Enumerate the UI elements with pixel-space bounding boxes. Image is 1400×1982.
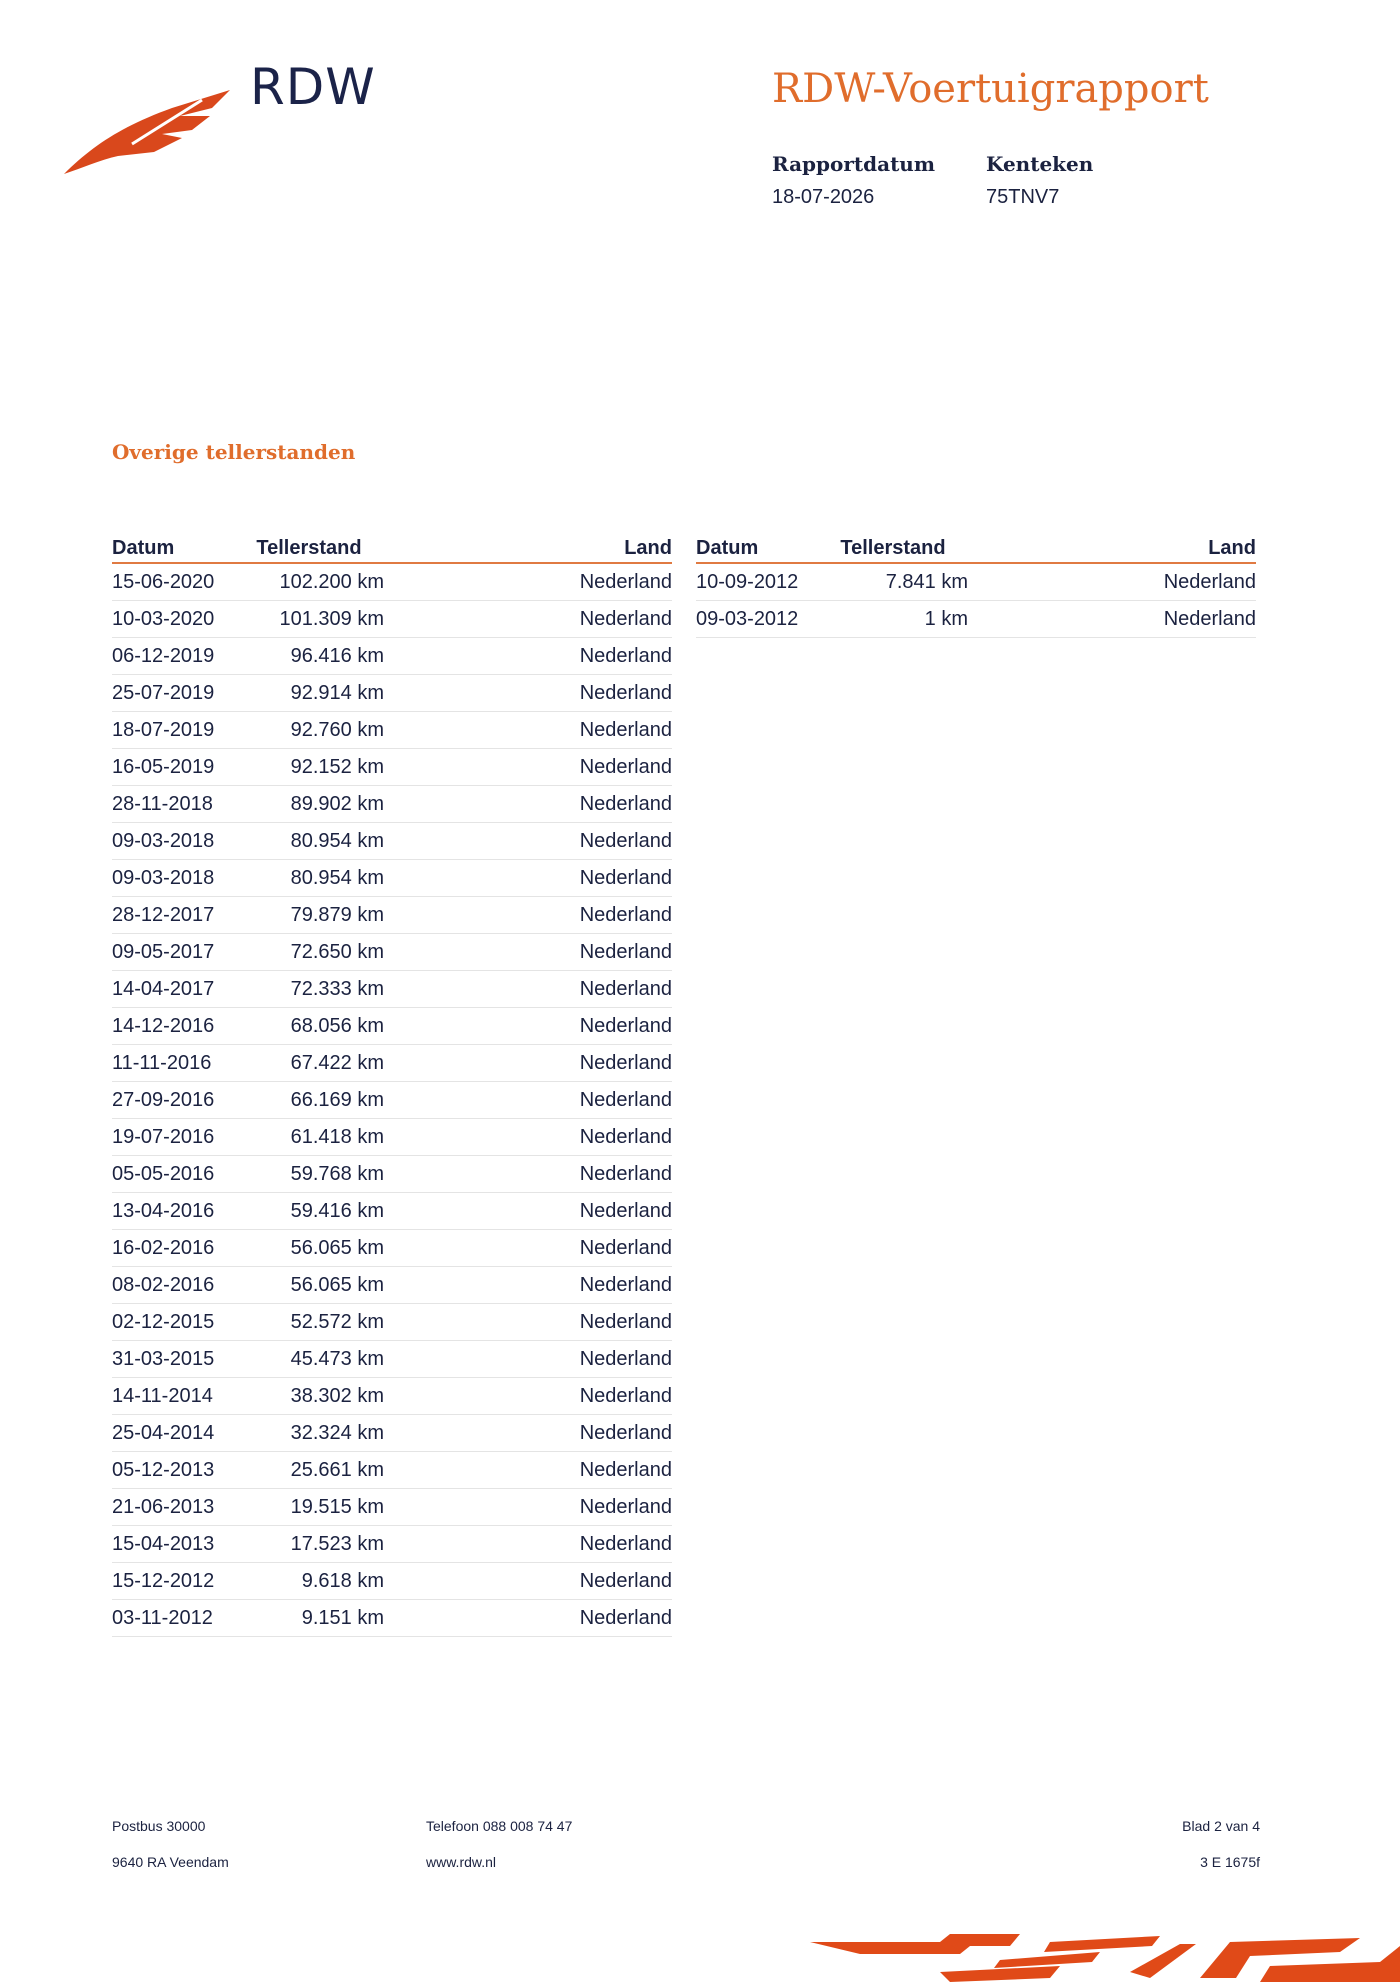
cell-datum: 13-04-2016	[112, 1199, 215, 1222]
cell-tellerstand: 7.841 km	[885, 570, 968, 593]
table-row	[112, 1193, 672, 1230]
cell-land: Nederland	[579, 1384, 672, 1407]
table-row	[112, 971, 672, 1008]
cell-tellerstand: 61.418 km	[290, 1125, 384, 1148]
cell-land: Nederland	[579, 940, 672, 963]
footer-address-1: Postbus 30000	[112, 1818, 206, 1834]
cell-tellerstand: 32.324 km	[290, 1421, 384, 1444]
header-datum: Datum	[112, 537, 175, 559]
footer-code: 3 E 1675f	[1200, 1854, 1260, 1870]
cell-land: Nederland	[579, 1532, 672, 1555]
cell-land: Nederland	[579, 1458, 672, 1481]
cell-land: Nederland	[1163, 570, 1256, 593]
cell-tellerstand: 52.572 km	[290, 1310, 384, 1333]
cell-datum: 21-06-2013	[112, 1495, 215, 1518]
cell-datum: 15-04-2013	[112, 1532, 215, 1555]
report-date-label: Rapportdatum	[772, 152, 936, 176]
cell-tellerstand: 92.760 km	[290, 718, 384, 741]
cell-tellerstand: 19.515 km	[290, 1495, 384, 1518]
table-header	[696, 530, 1256, 564]
cell-datum: 27-09-2016	[112, 1088, 215, 1111]
table-row	[112, 1526, 672, 1563]
cell-datum: 09-03-2018	[112, 866, 215, 889]
table-row	[112, 1452, 672, 1489]
table-row	[112, 749, 672, 786]
cell-land: Nederland	[579, 1310, 672, 1333]
cell-land: Nederland	[579, 1014, 672, 1037]
table-row	[112, 897, 672, 934]
cell-datum: 15-12-2012	[112, 1569, 215, 1592]
cell-datum: 28-11-2018	[112, 792, 213, 815]
table-row	[112, 823, 672, 860]
cell-datum: 14-04-2017	[112, 977, 215, 1000]
cell-tellerstand: 79.879 km	[290, 903, 384, 926]
brand-name: RDW	[250, 58, 376, 116]
decorative-stripes	[800, 1922, 1400, 1982]
table-row	[112, 601, 672, 638]
section-title: Overige tellerstanden	[112, 440, 356, 464]
table-row	[112, 638, 672, 675]
cell-tellerstand: 1 km	[924, 607, 968, 630]
table-row	[112, 1082, 672, 1119]
table-row	[112, 1341, 672, 1378]
cell-tellerstand: 9.151 km	[301, 1606, 384, 1629]
cell-datum: 09-03-2012	[696, 607, 799, 630]
odometer-table-left	[112, 530, 672, 1637]
footer-phone: Telefoon 088 008 74 47	[426, 1818, 573, 1834]
cell-datum: 14-12-2016	[112, 1014, 215, 1037]
cell-datum: 02-12-2015	[112, 1310, 215, 1333]
table-row	[112, 1489, 672, 1526]
cell-datum: 25-04-2014	[112, 1421, 215, 1444]
cell-tellerstand: 72.333 km	[290, 977, 384, 1000]
table-row	[112, 1304, 672, 1341]
footer-page: Blad 2 van 4	[1182, 1818, 1260, 1834]
cell-datum: 28-12-2017	[112, 903, 215, 926]
cell-land: Nederland	[579, 1199, 672, 1222]
table-row	[112, 1119, 672, 1156]
odometer-table-right	[696, 530, 1256, 638]
cell-datum: 19-07-2016	[112, 1125, 215, 1148]
cell-datum: 31-03-2015	[112, 1347, 215, 1370]
table-row	[112, 1008, 672, 1045]
cell-datum: 10-09-2012	[696, 570, 799, 593]
table-row	[112, 675, 672, 712]
table-row	[112, 1267, 672, 1304]
cell-tellerstand: 68.056 km	[290, 1014, 384, 1037]
cell-tellerstand: 56.065 km	[290, 1236, 384, 1259]
cell-land: Nederland	[579, 570, 672, 593]
cell-datum: 09-03-2018	[112, 829, 215, 852]
report-date-value: 18-07-2026	[772, 186, 875, 208]
cell-datum: 14-11-2014	[112, 1384, 213, 1407]
cell-datum: 06-12-2019	[112, 644, 215, 667]
cell-tellerstand: 66.169 km	[290, 1088, 384, 1111]
cell-land: Nederland	[579, 644, 672, 667]
header-tellerstand: Tellerstand	[840, 537, 946, 559]
cell-land: Nederland	[579, 1088, 672, 1111]
cell-tellerstand: 92.152 km	[290, 755, 384, 778]
plate-value: 75TNV7	[986, 186, 1060, 208]
cell-tellerstand: 67.422 km	[290, 1051, 384, 1074]
cell-land: Nederland	[579, 866, 672, 889]
report-title: RDW-Voertuigrapport	[772, 66, 1209, 112]
cell-tellerstand: 25.661 km	[290, 1458, 384, 1481]
cell-land: Nederland	[579, 1273, 672, 1296]
cell-land: Nederland	[579, 903, 672, 926]
rdw-logo	[62, 86, 232, 178]
cell-tellerstand: 80.954 km	[290, 866, 384, 889]
table-row	[112, 860, 672, 897]
header-datum: Datum	[696, 537, 759, 559]
cell-land: Nederland	[579, 1421, 672, 1444]
cell-datum: 11-11-2016	[112, 1051, 212, 1074]
cell-land: Nederland	[579, 681, 672, 704]
cell-land: Nederland	[579, 1162, 672, 1185]
cell-land: Nederland	[579, 755, 672, 778]
cell-tellerstand: 59.416 km	[290, 1199, 384, 1222]
footer-address-2: 9640 RA Veendam	[112, 1854, 229, 1870]
cell-tellerstand: 102.200 km	[279, 570, 384, 593]
cell-land: Nederland	[579, 607, 672, 630]
table-row	[112, 1600, 672, 1637]
cell-land: Nederland	[579, 977, 672, 1000]
report-date-block	[772, 152, 935, 209]
cell-tellerstand: 17.523 km	[290, 1532, 384, 1555]
cell-tellerstand: 72.650 km	[290, 940, 384, 963]
cell-datum: 25-07-2019	[112, 681, 215, 704]
plate-label: Kenteken	[986, 152, 1094, 176]
table-row	[112, 1156, 672, 1193]
cell-datum: 09-05-2017	[112, 940, 215, 963]
table-header	[112, 530, 672, 564]
cell-land: Nederland	[579, 829, 672, 852]
cell-datum: 08-02-2016	[112, 1273, 215, 1296]
cell-land: Nederland	[579, 1051, 672, 1074]
cell-land: Nederland	[579, 1125, 672, 1148]
cell-tellerstand: 80.954 km	[290, 829, 384, 852]
table-row	[112, 1415, 672, 1452]
cell-tellerstand: 59.768 km	[290, 1162, 384, 1185]
cell-tellerstand: 89.902 km	[290, 792, 384, 815]
cell-land: Nederland	[579, 1347, 672, 1370]
cell-datum: 16-05-2019	[112, 755, 215, 778]
table-row	[112, 1563, 672, 1600]
cell-tellerstand: 96.416 km	[290, 644, 384, 667]
cell-land: Nederland	[579, 1236, 672, 1259]
header-land: Land	[1208, 537, 1256, 559]
header-land: Land	[624, 537, 672, 559]
cell-datum: 10-03-2020	[112, 607, 215, 630]
cell-land: Nederland	[579, 792, 672, 815]
cell-datum: 05-05-2016	[112, 1162, 215, 1185]
table-row	[696, 601, 1256, 638]
cell-land: Nederland	[579, 718, 672, 741]
header-tellerstand: Tellerstand	[256, 537, 362, 559]
table-row	[696, 564, 1256, 601]
cell-tellerstand: 92.914 km	[290, 681, 384, 704]
cell-land: Nederland	[1163, 607, 1256, 630]
cell-tellerstand: 45.473 km	[290, 1347, 384, 1370]
table-row	[112, 1045, 672, 1082]
cell-datum: 03-11-2012	[112, 1606, 213, 1629]
cell-tellerstand: 101.309 km	[279, 607, 384, 630]
cell-tellerstand: 38.302 km	[290, 1384, 384, 1407]
cell-land: Nederland	[579, 1569, 672, 1592]
table-row	[112, 712, 672, 749]
plate-block	[986, 152, 1093, 209]
table-row	[112, 1378, 672, 1415]
cell-datum: 18-07-2019	[112, 718, 215, 741]
table-row	[112, 934, 672, 971]
table-row	[112, 786, 672, 823]
footer-web: www.rdw.nl	[426, 1854, 497, 1870]
cell-datum: 16-02-2016	[112, 1236, 215, 1259]
cell-tellerstand: 56.065 km	[290, 1273, 384, 1296]
table-row	[112, 1230, 672, 1267]
table-row	[112, 564, 672, 601]
cell-tellerstand: 9.618 km	[301, 1569, 384, 1592]
cell-datum: 15-06-2020	[112, 570, 215, 593]
cell-land: Nederland	[579, 1495, 672, 1518]
cell-datum: 05-12-2013	[112, 1458, 215, 1481]
cell-land: Nederland	[579, 1606, 672, 1629]
